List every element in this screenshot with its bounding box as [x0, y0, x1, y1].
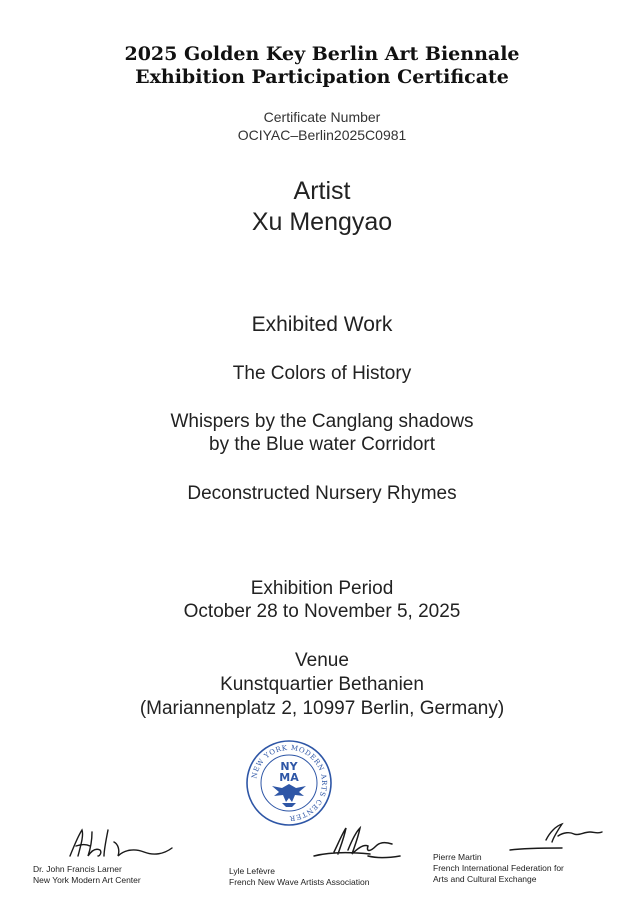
- signatory-name: Dr. John Francis Larner: [33, 864, 122, 874]
- artist-name: Xu Mengyao: [251, 208, 393, 236]
- exhibition-period-label: Exhibition Period: [250, 578, 394, 599]
- work-item: Whispers by the Canglang shadows: [170, 411, 474, 432]
- signatory-name: Pierre Martin: [433, 852, 482, 862]
- exhibition-period-value: October 28 to November 5, 2025: [183, 601, 461, 622]
- venue-name: Kunstquartier Bethanien: [220, 674, 424, 695]
- signatory-org: New York Modern Art Center: [33, 875, 141, 885]
- signature-lefevre: [310, 822, 405, 864]
- seal-ring-text: NEW YORK MODERN ARTS CENTER: [250, 743, 329, 823]
- signatory-block: [433, 852, 564, 885]
- certificate-number-value: OCIYAC–Berlin2025C0981: [237, 127, 407, 143]
- signatory-org: French International Federation for: [433, 863, 564, 873]
- signatory-block: [229, 866, 369, 888]
- title-line-1: 2025 Golden Key Berlin Art Biennale: [124, 43, 520, 65]
- work-item: The Colors of History: [232, 363, 412, 384]
- work-item-continued: by the Blue water Corridort: [209, 434, 435, 455]
- title-line-2: Exhibition Participation Certificate: [135, 66, 509, 88]
- nyma-seal-icon: [246, 740, 332, 826]
- signatory-block: [33, 864, 141, 886]
- venue-label: Venue: [295, 650, 349, 671]
- work-item: Deconstructed Nursery Rhymes: [187, 483, 457, 504]
- signature-larner: [64, 822, 174, 862]
- signatory-org: French New Wave Artists Association: [229, 877, 370, 887]
- signatory-org-continued: Arts and Cultural Exchange: [433, 874, 537, 884]
- certificate-number-label: Certificate Number: [263, 109, 381, 125]
- exhibited-work-label: Exhibited Work: [251, 313, 393, 336]
- seal-initials-top: NY: [280, 760, 298, 773]
- signatory-name: Lyle Lefèvre: [229, 866, 275, 876]
- seal-initials-bottom: MA: [279, 771, 299, 784]
- artist-label: Artist: [293, 177, 351, 205]
- venue-address: (Mariannenplatz 2, 10997 Berlin, Germany): [139, 698, 505, 719]
